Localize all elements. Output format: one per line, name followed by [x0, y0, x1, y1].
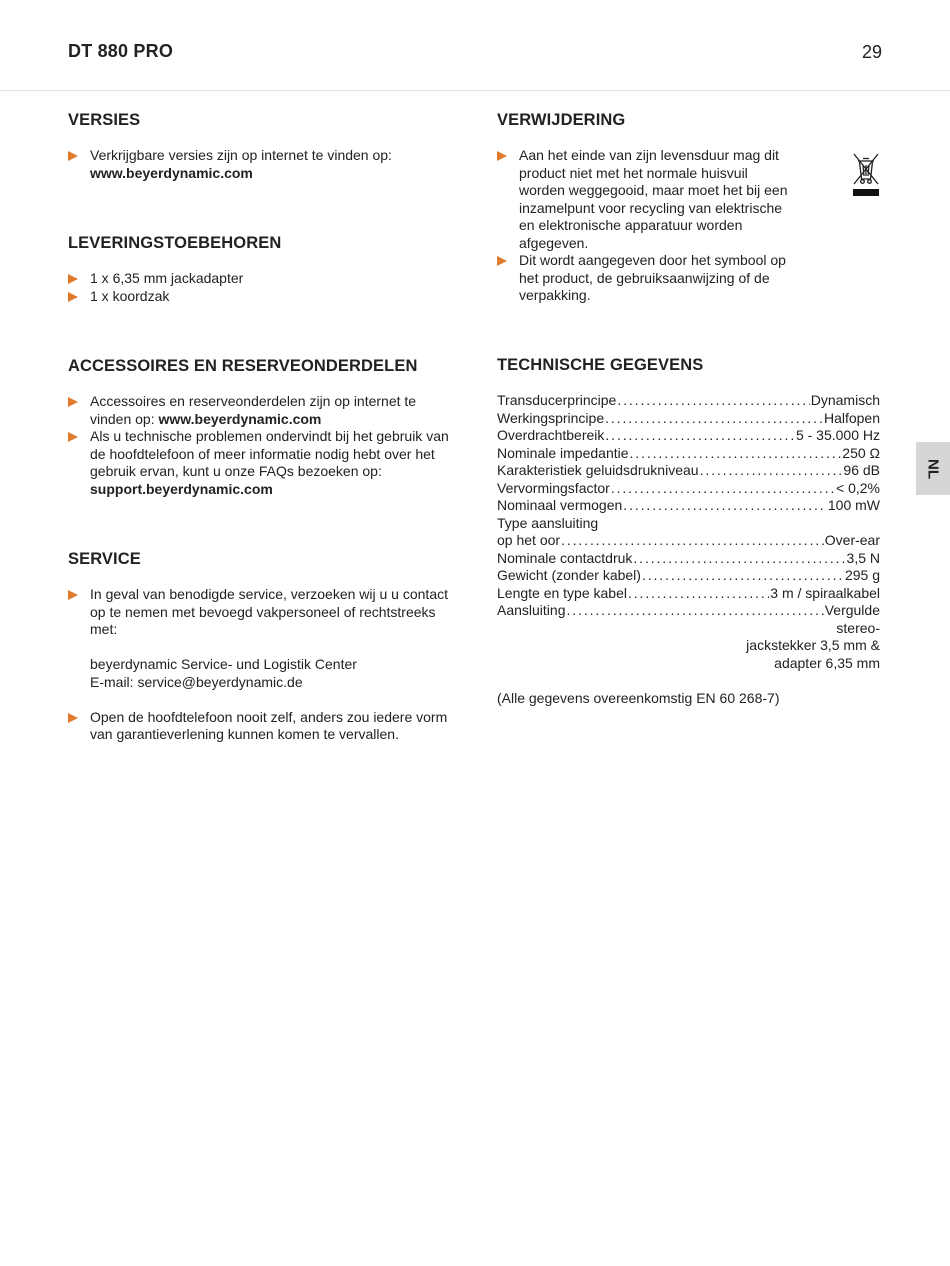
right-column	[497, 110, 880, 707]
item-text: Aan het einde van zijn levensduur mag dit product niet met het normale huisvuil worden weggegooid, maar moet het bij een inzamelpunt voor recycling van elektrische en elektronische apparatuur worden afgegeven.	[519, 147, 788, 251]
document-title: DT 880 PRO	[68, 41, 174, 61]
section-accessoires	[68, 356, 458, 549]
spec-label: Gewicht (zonder kabel)	[497, 567, 641, 583]
spec-label: Werkingsprincipe	[497, 409, 605, 426]
list-item	[68, 428, 458, 498]
spec-value: 295 g	[844, 567, 880, 583]
bullet-triangle-icon	[68, 713, 78, 723]
section-technische-gegevens	[497, 355, 880, 707]
list-item	[68, 393, 458, 428]
item-text: In geval van benodigde service, verzoeken wij u u contact op te nemen met bevoegd vakpersoneel of rechtstreeks met:	[90, 586, 448, 637]
spec-value: Dynamisch	[810, 392, 880, 408]
spec-label: Transducerprincipe	[497, 392, 617, 408]
spec-label: Overdrachtbereik	[497, 427, 605, 443]
spec-label: Nominaal vermogen	[497, 497, 623, 513]
spec-value: 3 m / spiraalkabel	[770, 584, 880, 601]
list-item	[68, 270, 458, 288]
spec-value-continued: adapter 6,35 mm	[774, 654, 880, 671]
list-item	[68, 147, 458, 182]
spec-row	[497, 550, 880, 568]
support-link[interactable]: support.beyerdynamic.com	[90, 480, 273, 497]
list-item	[68, 709, 458, 744]
section-versies	[68, 110, 458, 233]
service-center-name: beyerdynamic Service- und Logistik Center	[90, 656, 357, 672]
section-heading: VERSIES	[68, 111, 141, 129]
spec-row	[497, 585, 880, 603]
spec-row	[497, 410, 880, 428]
spec-label: op het oor	[497, 532, 561, 548]
spec-row	[497, 392, 880, 410]
spec-value: Over-ear	[824, 532, 880, 548]
language-tab-label: NL	[924, 458, 942, 479]
spec-label: Aansluiting	[497, 602, 566, 618]
spec-value: 5 - 35.000 Hz	[795, 427, 880, 443]
page-number: 29	[861, 42, 882, 62]
spec-value-continued: stereo-	[836, 619, 880, 636]
spec-row	[497, 427, 880, 445]
weee-crossed-bin-icon	[852, 152, 880, 198]
spec-label: Vervormingsfactor	[497, 479, 610, 496]
item-text: 1 x koordzak	[90, 287, 170, 304]
spec-value: Halfopen	[823, 409, 880, 426]
language-tab[interactable]	[916, 442, 950, 495]
item-text: 1 x 6,35 mm jackadapter	[90, 270, 244, 286]
list-item	[497, 252, 797, 305]
spec-row	[497, 532, 880, 550]
service-email[interactable]: E-mail: service@beyerdynamic.de	[90, 673, 303, 690]
spec-label: Nominale contactdruk	[497, 549, 633, 566]
spec-row	[497, 567, 880, 585]
bullet-triangle-icon	[497, 151, 507, 161]
bullet-triangle-icon	[68, 274, 78, 284]
section-leveringstoebehoren	[68, 233, 458, 356]
spec-value-continued: jackstekker 3,5 mm &	[746, 637, 880, 653]
bullet-triangle-icon	[68, 590, 78, 600]
spec-footnote: (Alle gegevens overeenkomstig EN 60 268-7)	[497, 689, 780, 706]
spec-value: 250 Ω	[842, 444, 880, 461]
item-text: Verkrijgbare versies zijn op internet te vinden op:	[90, 147, 392, 163]
item-text: Open de hoofdtelefoon nooit zelf, anders zou iedere vorm van garantieverlening kunnen komen te vervallen.	[90, 708, 448, 742]
spec-row	[497, 602, 880, 620]
section-heading: TECHNISCHE GEGEVENS	[497, 356, 704, 374]
item-text: Dit wordt aangegeven door het symbool op het product, de gebruiksaanwijzing of de verpakking.	[519, 252, 786, 303]
list-item	[497, 147, 797, 252]
section-verwijdering	[497, 110, 880, 355]
spec-value: < 0,2%	[836, 479, 880, 496]
item-text: Als u technische problemen ondervindt bij het gebruik van de hoofdtelefoon of meer informatie nodig hebt over het gebruik ervan, kunt u onze FAQs bezoeken op:	[90, 428, 449, 479]
page-header	[0, 0, 950, 91]
spec-label: Karakteristiek geluidsdrukniveau	[497, 462, 699, 478]
left-column	[68, 110, 458, 744]
spec-label: Lengte en type kabel	[497, 584, 627, 601]
section-heading: LEVERINGSTOEBEHOREN	[68, 234, 282, 252]
list-item	[68, 288, 458, 306]
spec-label: Type aansluiting	[497, 514, 599, 531]
spec-value: 3,5 N	[846, 549, 880, 566]
section-heading: VERWIJDERING	[497, 111, 626, 129]
spec-label: Nominale impedantie	[497, 444, 629, 461]
spec-value: 100 mW	[827, 497, 880, 513]
bullet-triangle-icon	[68, 397, 78, 407]
bullet-triangle-icon	[68, 151, 78, 161]
website-link[interactable]: www.beyerdynamic.com	[158, 410, 322, 427]
list-item	[68, 586, 458, 691]
item-text: Accessoires en reserveonderdelen zijn op internet te vinden op:	[90, 393, 417, 427]
spec-row	[497, 480, 880, 498]
bullet-triangle-icon	[497, 256, 507, 266]
section-heading: SERVICE	[68, 550, 141, 568]
section-service	[68, 549, 458, 744]
spec-value: Vergulde	[824, 602, 880, 618]
bullet-triangle-icon	[68, 292, 78, 302]
bullet-triangle-icon	[68, 432, 78, 442]
spec-row	[497, 445, 880, 463]
website-link[interactable]: www.beyerdynamic.com	[90, 164, 253, 181]
spec-row	[497, 497, 880, 515]
spec-value: 96 dB	[843, 462, 880, 478]
section-heading: ACCESSOIRES EN RESERVEONDERDELEN	[68, 357, 418, 375]
spec-row	[497, 462, 880, 480]
